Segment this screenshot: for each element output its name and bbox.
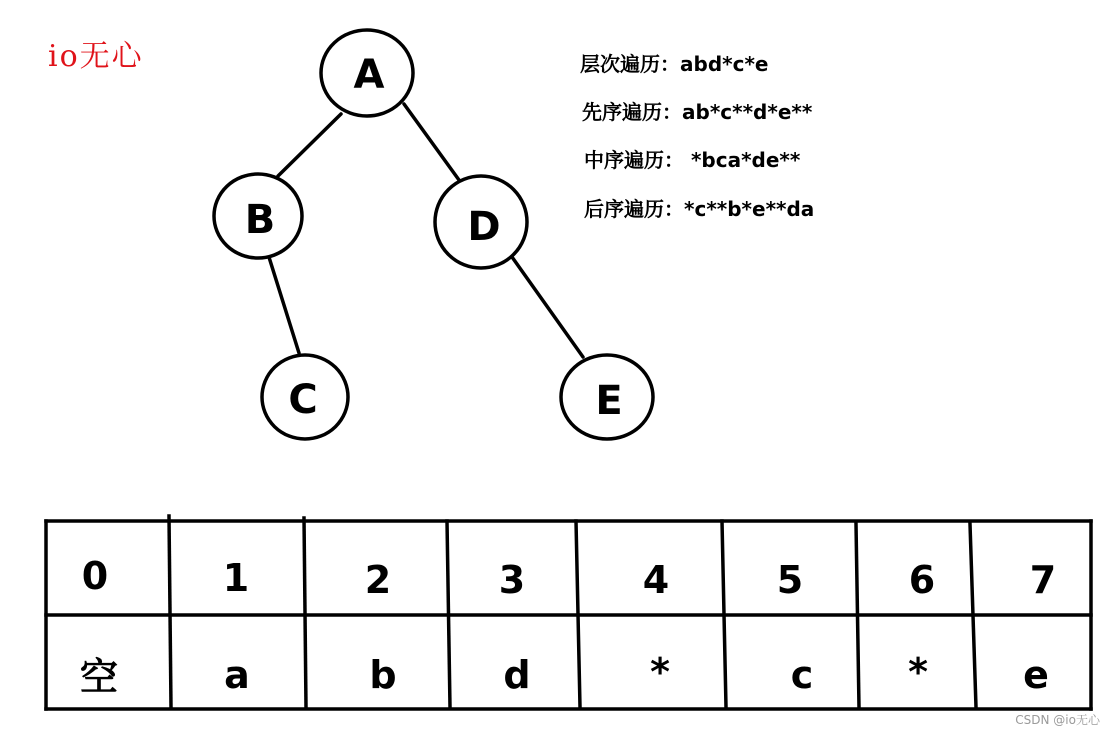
tree-node-a: [321, 30, 413, 116]
value-cell-5: c: [790, 653, 814, 697]
author-watermark: io无心: [48, 39, 144, 74]
edge-a-d: [404, 104, 459, 180]
edge-d-e: [512, 257, 583, 357]
traversal-preorder: 先序遍历：ab*c**d*e**: [582, 100, 813, 124]
index-cell-5: 5: [776, 558, 804, 602]
table-divider-1: [169, 516, 171, 707]
tree-node-e: [561, 355, 653, 439]
node-label-b: B: [244, 197, 276, 243]
traversal-level-order-sequence: abd*c*e: [680, 52, 769, 76]
traversal-inorder-sequence: *bca*de**: [690, 148, 801, 172]
traversal-inorder: 中序遍历： *bca*de**: [584, 148, 801, 172]
traversal-preorder-label: 先序遍历: [582, 100, 662, 124]
tree-node-b: [214, 174, 302, 258]
array-table: [46, 516, 1091, 709]
value-cell-4: *: [650, 650, 670, 694]
traversal-level-order: 层次遍历：abd*c*e: [580, 52, 769, 76]
traversal-level-order-label: 层次遍历: [580, 52, 660, 76]
site-credit: CSDN @io无心: [1015, 713, 1100, 727]
table-divider-3: [447, 521, 450, 707]
table-divider-2: [304, 518, 306, 707]
value-cell-3: d: [503, 653, 531, 697]
edge-a-b: [278, 114, 341, 176]
tree-node-c: [262, 355, 348, 439]
index-row: [82, 554, 1056, 602]
index-cell-0: 0: [81, 554, 109, 598]
tree-node-d: [435, 176, 527, 268]
value-cell-1: a: [224, 653, 250, 697]
traversal-preorder-sequence: ab*c**d*e**: [682, 100, 813, 124]
traversal-postorder: 后序遍历：*c**b*e**da: [584, 197, 815, 221]
tree-edges: [268, 104, 583, 357]
index-cell-3: 3: [498, 558, 526, 602]
value-cell-6: *: [908, 650, 928, 694]
index-cell-7: 7: [1029, 558, 1057, 602]
index-cell-1: 1: [222, 556, 250, 600]
index-cell-4: 4: [642, 558, 670, 602]
value-cell-0: 空: [79, 655, 119, 699]
value-cell-7: e: [1023, 653, 1049, 697]
node-label-e: E: [595, 378, 623, 424]
tree-nodes: [214, 30, 653, 439]
node-label-d: D: [467, 204, 501, 250]
value-row: [80, 650, 1049, 699]
node-label-a: A: [353, 52, 385, 98]
edge-b-c: [268, 254, 299, 353]
index-cell-6: 6: [908, 558, 936, 602]
traversal-inorder-label: 中序遍历: [584, 148, 664, 172]
traversal-list: [580, 52, 814, 221]
value-cell-2: b: [369, 653, 397, 697]
traversal-postorder-label: 后序遍历: [584, 197, 664, 221]
table-divider-5: [722, 521, 726, 707]
traversal-postorder-sequence: *c**b*e**da: [684, 197, 815, 221]
table-divider-4: [576, 521, 580, 707]
table-divider-6: [856, 524, 859, 707]
index-cell-2: 2: [364, 558, 392, 602]
node-label-c: C: [288, 377, 318, 423]
